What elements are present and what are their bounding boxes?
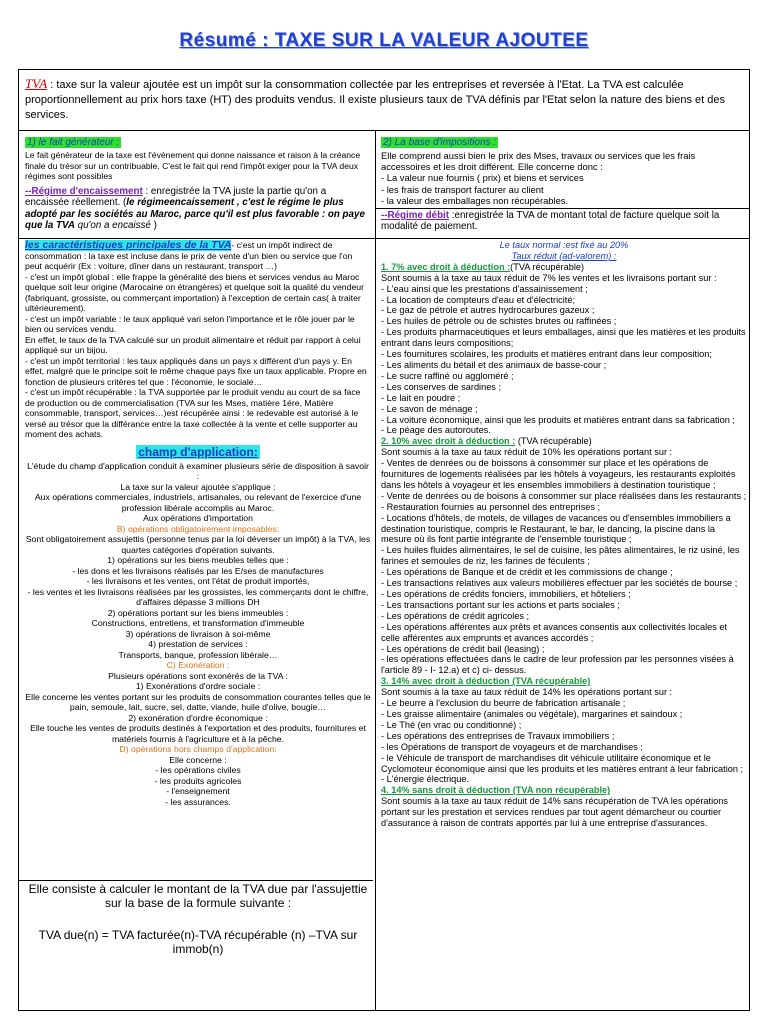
rates-section: Le taux normal :est fixé au 20% Taux réduit (ad-valorem) : 1. 7% avec droit à déduction :(TVA récupérable) Sont soumis à la taxe au taux réduit de 7% les ventes et les livraisons portant sur : - L'eau ainsi que les prestations d'assainissement ; - La location de compteurs d'eau et d'électricité; - Le gaz de pétrole et autres hydrocarbures gazeux ; - Les huiles de pétrole ou de schistes brutes ou raffinées ; - Les produits pharmaceutiques et leurs emballages, ainsi que les matières et les produits entrant dans leurs compositions; - Les fournitures scolaires, les produits et matières entrant dans leur composition; - Les aliments du bétail et des animaux de basse-cour ; - Le sucre raffiné ou aggloméré ; - Les conserves de sardines ; - Le lait en poudre ; - Le savon de ménage ; - La voiture économique, ainsi que les produits et matières entrant dans sa fabrication ; - Le péage des autoroutes. 2. 10% avec droit à déduction : (TVA récupérable) Sont soumis à la taxe au taux réduit de 10% les opérations portant sur : - Ventes de denrées ou de boissons à consommer sur place et les opérations de fournitures de logements réalisées par les hôtels à voyageurs, les restaurants exploités dans les hôtels à voyageur et les ensembles immobiliers à destination touristique ; - Vente de denrées ou de boisons à consommer sur place réalisées dans les restaurants ; - Restauration fournies au personnel des entreprises ; - Locations d'hôtels, de motels, de villages de vacances ou d'ensembles immobiliers a destination touristique, compris le Restaurant, le bar, le dancing, la piscine dans la mesure où ils font partie intégrante de l'ensemble touristique ; - Les huiles fluides alimentaires, le sel de cuisine, les pâtes alimentaires, le riz usiné, les farines et semoules de riz, les farines de féculents ; - Les opérations de Banque et de crédit et les commissions de change ; - Les transactions relatives aux valeurs mobilières effectuer par les sociétés de bourse ; - Les opérations de crédits fonciers, immobiliers, et hôteliers ; - Les transactions portant sur les actions et parts sociales ; - Les opérations de crédit agricoles ; - Les opérations afférentes aux prêts et avances consentis aux collectivités locales et celle afférentes aux emprunts et avances accordés ; - Les opérations de crédit bail (leasing) ; - les opérations effectuées dans le cadre de leur profession par les personnes visées à l'article 89 - I- 12.a) et c) ci- dessus. 3. 14% avec droit à déduction (TVA récupérable) Sont soumis à la taxe au taux réduit de 14% les opérations portant sur : - Le beurre à l'exclusion du beurre de fabrication artisanale ; - Les graisse alimentaire (animales ou végétale), margarines et saindoux ; - Le Thé (en vrac ou conditionné) ; - Les opérations des entreprises de Travaux immobiliers ; - les Opérations de transport de voyageurs et de marchandises ; - le Véhicule de transport de marchandises dit véhicule utilitaire économique et le Cyclomoteur économique ainsi que les produits et les matières entrant à leur fabrication ; - L'énergie électrique. 4. 14% sans droit à déduction (TVA non récupérable) Sont soumis à la taxe au taux réduit de 14% sans récupération de TVA les opérations portant sur les prestation et services rendues par tout agent démarcheur ou courtier d'assurance à raison de contrats apportés par lui à une entreprise d'assurances. [381, 240, 747, 829]
reduced-rate: Taux réduit (ad-valorem) : [511, 250, 617, 261]
base-lines: Elle comprend aussi bien le prix des Mses, travaux ou services que les frais accessoires et les droit différent. Elle concerne donc : - La valeur nue fournis ( prix) et biens et services - les frais de transport facturer au client - la valeur des emballages non récupérables. [381, 150, 696, 206]
s3-heading: 3. 14% avec droit à déduction (TVA récupérable) [381, 676, 591, 687]
formula-section [25, 882, 371, 1007]
intro-text: : taxe sur la valeur ajoutée est un impôt sur la consommation collectée par les entreprises et reversée à l'Etat. La TVA est calculée proportionnellement au prix hors taxe (HT) des produits vendus. Il existe plusieurs taux de TVA définis par l'Etat selon la nature des biens et des services. [25, 79, 725, 121]
s4-heading: 4. 14% sans droit à déduction (TVA non récupérable) [381, 785, 611, 796]
row-divider [19, 130, 749, 131]
b-heading: B) opérations obligatoirement imposables: [116, 523, 280, 534]
page-title: Résumé : TAXE SUR LA VALEUR AJOUTEE [179, 30, 589, 51]
fait-heading: 1) le fait générateur : [27, 137, 120, 148]
s1-heading: 1. 7% avec droit à déduction : [381, 261, 511, 272]
carac-heading: les caractéristiques principales de la TVA [25, 240, 232, 251]
c-heading: C) Exonération : [166, 660, 230, 670]
summary-table [18, 69, 750, 1011]
column-divider [375, 130, 376, 1010]
fait-generateur-section [25, 132, 371, 238]
tva-term: TVA [25, 76, 48, 91]
formula-text: Elle consiste à calculer le montant de la TVA due par l'assujettie sur la base de la formule suivante : [28, 882, 368, 910]
carac-lines: les caractéristiques principales de la TVA- c'est un impôt indirect de consommation : la taxe est incluse dans le prix de vente d'un bien ou service que l'on peut acquérir (Ex : voiture, dîner dans un restaurant, transport …) - c'est un impôt global : elle frappe la généralité des biens et services vendus au Maroc quelque soit leur origine (Marocaine on étrangères) et quelque soit la qualité du vendeur (fabriquant, grossiste, ou commerçant importation) à l'exception de certain cas( à traiter ultérieurement). - c'est un impôt variable : le taux appliqué vari selon l'importance et le rôle jouer par le bien ou services vendu. En effet, le taux de la TVA calculé sur un produit alimentaire et réduit par rapport à celui appliqué sur un bijou. - c'est un impôt territorial : les taux appliqués dans un pays x différent d'un pays y. En effet, malgré que le principe soit le même chaque pays fixe un taux applicable. Propre en fonction de plusieurs critères tel que : l'économie, le sociale… - c'est un impôt récupérable : la TVA supportée par le produit vendu au court de sa face de production ou de commercialisation (TVA sur les Mses, matière 1ére, Matière consommable, transport, services…)est récupérée ainsi : le redevable est autorisé à le versé au trésor que la différance entre la taxe collectée à la vente et celle supporter au moment des achats. [25, 240, 367, 439]
characteristics-section [25, 240, 371, 880]
base-imposition-section [381, 132, 747, 208]
row-divider [19, 238, 749, 239]
base-heading: 2) La base d'impositions : [383, 137, 497, 148]
regime-encaissement: --Régime d'encaissement : enregistrée la TVA juste la partie qu'on a encaissée réellement. (le régimeencaissement , c'est le régime le plus adopté par les sociétés au Maroc, parce qu'il est plus favorable : on paye que la TVA qu'on a encaissé ) [25, 185, 365, 232]
formula-equation: TVA due(n) = TVA facturée(n)-TVA récupérable (n) –TVA sur immob(n) [38, 928, 358, 956]
row-divider [19, 880, 373, 881]
champ-heading: champ d'application: [138, 444, 258, 459]
s2-heading: 2. 10% avec droit à déduction : [381, 436, 516, 447]
fait-text: Le fait générateur de la taxe est l'événement qui donne naissance et raison à la créance finale du trésor sur un contribuable. C'est le fait qui rend l'impôt exiger pour la TVA deux régimes sont possibles [25, 150, 361, 182]
normal-rate: Le taux normal :est fixé au 20% [499, 240, 629, 250]
champ-block: champ d'application: L'étude du champ d'application conduit à examiner plusieurs série de disposition à savoir : La taxe sur la valeur ajoutée s'applique : Aux opérations commerciales, industriels, artisanales, ou relevant de l'exercice d'une profession libérale accomplis au Maroc. Aux opérations d'importation B) opérations obligatoirement imposables: Sont obligatoirement assujettis (personne tenus par la loi déverser un impôt) à la TVA, les quartes catégories d'opération suivants. 1) opérations sur les biens meubles telles que : - les dons et les livraisons réalisés par les E/ses de manufactures - les livraisons et les ventes, ont l'état de produit importés, - les ventes et les livraisons réalisées par les grossistes, les commerçants dont le chiffre, d'affaires dépasse 3 millions DH 2) opérations portant sur les biens immeubles : Constructions, entretiens, et transformation d'immeuble 3) opérations de livraison à soi-même 4) prestation de services : Transports, banque, profession libérale… C) Exonération : Plusieurs opérations sont exonérés de la TVA : 1) Exonérations d'ordre sociale : Elle concerne les ventes portant sur les produits de consommation courantes telles que le pain, semoule, lait, sucre, sel, datte, viande, huile d'olive, bougie… 2) exonération d'ordre économique : Elle touche les ventes de produits destinés à l'exportation et des produits, fournitures et matériels fournis à l'agriculture et à la pêche. D) opérations hors champs d'application: Elle concerne : - les opérations civiles - les produits agricoles - l'enseignement - les assurances. [25, 444, 371, 807]
regime-debit: --Régime débit :enregistrée la TVA de montant total de facture quelque soit la modalité de paiement. [381, 210, 720, 233]
intro-paragraph [25, 76, 745, 123]
d-heading: D) opérations hors champs d'application: [119, 744, 277, 754]
row-divider [375, 208, 749, 209]
